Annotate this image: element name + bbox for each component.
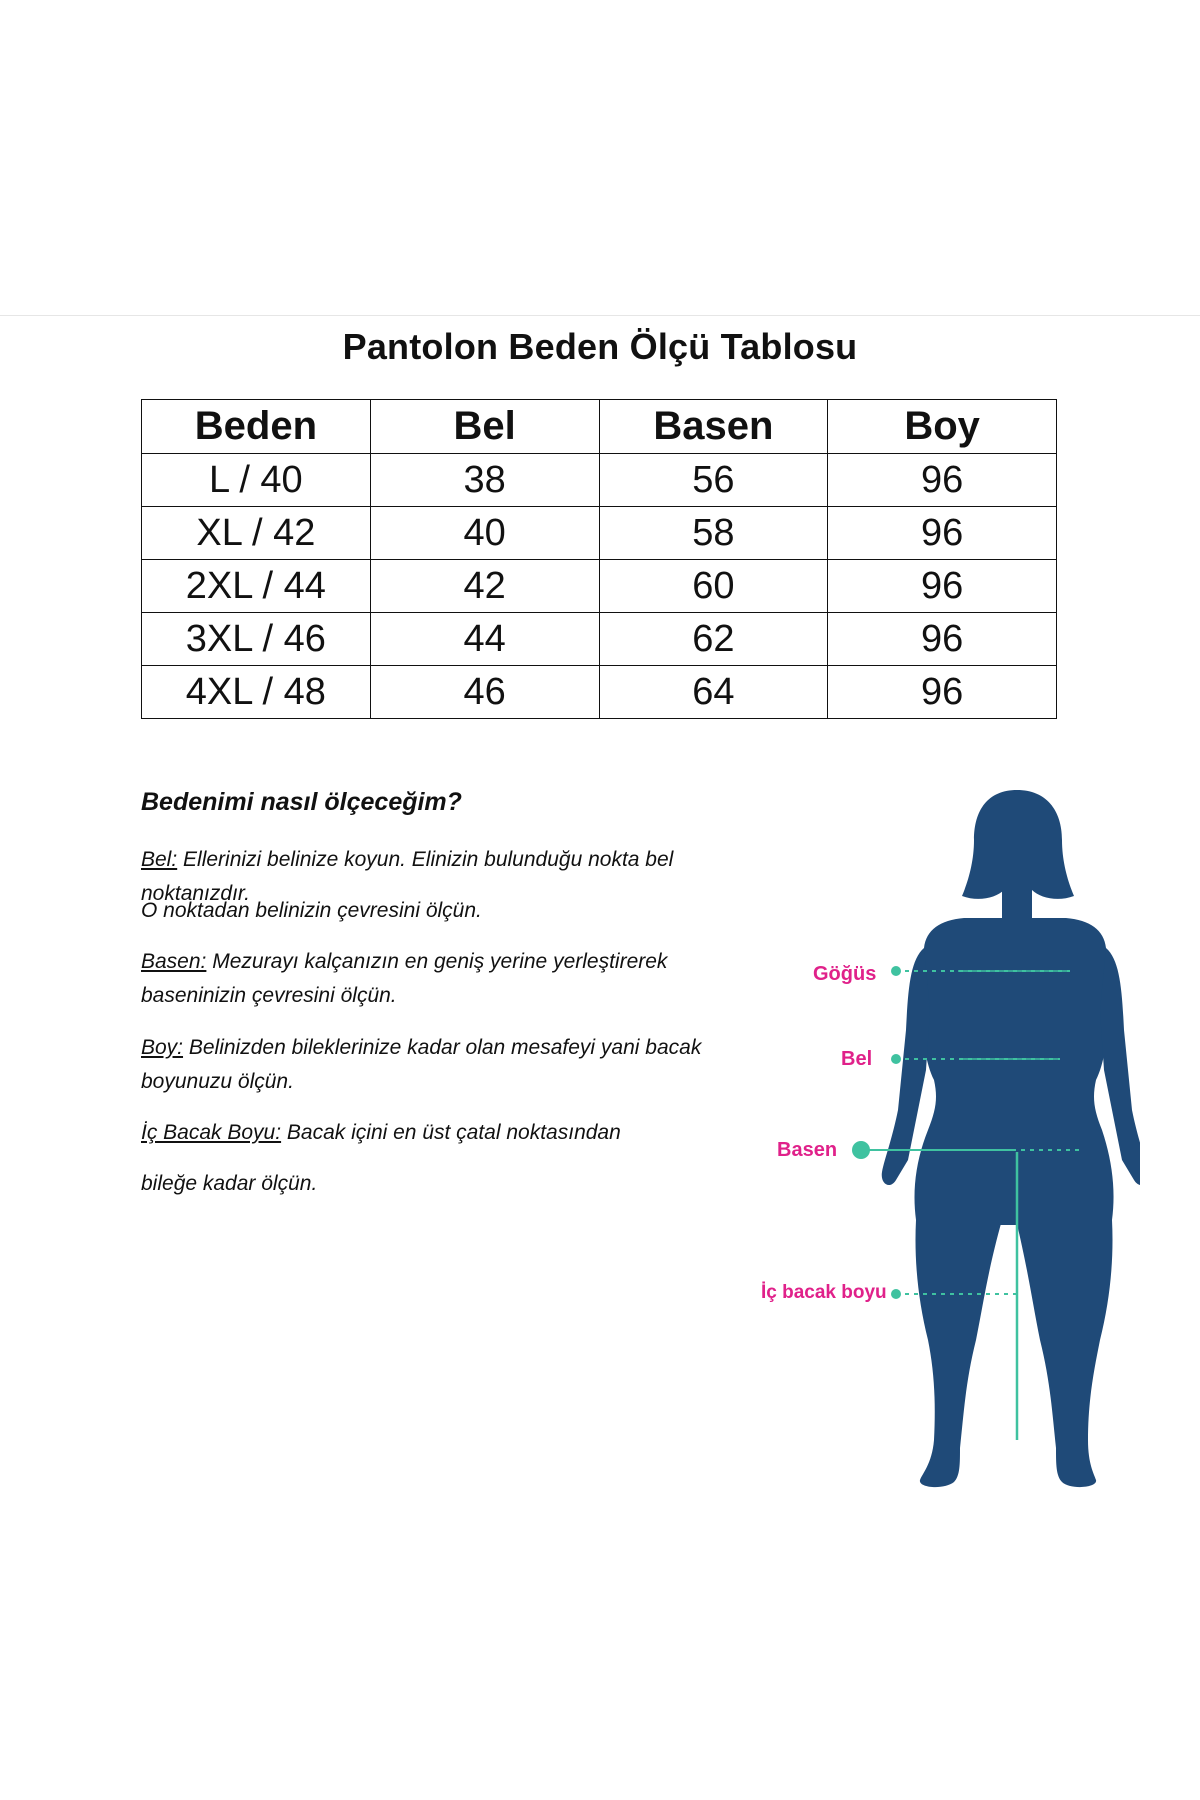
cell-bel: 44 — [370, 613, 599, 666]
cell-boy: 96 — [828, 666, 1057, 719]
cell-basen: 60 — [599, 560, 828, 613]
guide-ic-bacak-text: Bacak içini en üst çatal noktasından — [281, 1121, 621, 1144]
guide-boy — [141, 1031, 781, 1099]
cell-boy: 96 — [828, 613, 1057, 666]
cell-bel: 42 — [370, 560, 599, 613]
table-row — [142, 454, 1057, 507]
measurement-figure — [740, 780, 1140, 1500]
guide-boy-text2: boyunuzu ölçün. — [141, 1070, 294, 1093]
table-header-row — [142, 400, 1057, 454]
cell-basen: 58 — [599, 507, 828, 560]
guide-basen — [141, 945, 781, 1013]
column-header-basen: Basen — [599, 400, 828, 454]
cell-boy: 96 — [828, 454, 1057, 507]
guide-basen-text: Mezurayı kalçanızın en geniş yerine yerleştirerek — [206, 950, 668, 973]
cell-beden: L / 40 — [142, 454, 371, 507]
guide-boy-text: Belinizden bileklerinize kadar olan mesafeyi yani bacak — [183, 1036, 702, 1059]
guide-basen-text2: baseninizin çevresini ölçün. — [141, 984, 397, 1007]
cell-beden: 2XL / 44 — [142, 560, 371, 613]
cell-bel: 46 — [370, 666, 599, 719]
guide-ic-bacak — [141, 1116, 781, 1150]
table-row — [142, 507, 1057, 560]
column-header-bel: Bel — [370, 400, 599, 454]
size-chart-table — [141, 399, 1057, 719]
guide-basen-term: Basen: — [141, 950, 207, 973]
cell-bel: 38 — [370, 454, 599, 507]
guide-bel-line2: O noktadan belinizin çevresini ölçün. — [141, 899, 482, 922]
label-ic-bacak-boyu: İç bacak boyu — [761, 1282, 887, 1303]
cell-beden: 4XL / 48 — [142, 666, 371, 719]
page-title: Pantolon Beden Ölçü Tablosu — [342, 326, 858, 367]
guide-boy-term: Boy: — [141, 1036, 184, 1059]
cell-boy: 96 — [828, 507, 1057, 560]
table-row — [142, 560, 1057, 613]
guide-ic-bacak-term: İç Bacak Boyu: — [141, 1121, 282, 1144]
cell-basen: 62 — [599, 613, 828, 666]
label-bel: Bel — [841, 1048, 873, 1070]
column-header-boy: Boy — [828, 400, 1057, 454]
cell-beden: 3XL / 46 — [142, 613, 371, 666]
table-row — [142, 613, 1057, 666]
guide-ic-bacak-line2: bileğe kadar ölçün. — [141, 1172, 318, 1195]
table-row — [142, 666, 1057, 719]
cell-basen: 64 — [599, 666, 828, 719]
column-header-beden: Beden — [142, 400, 371, 454]
label-basen: Basen — [777, 1139, 838, 1161]
guide-bel-text: Ellerinizi belinize koyun. Elinizin bulunduğu nokta bel noktanızdır. — [141, 848, 674, 905]
top-divider — [0, 315, 1200, 316]
cell-boy: 96 — [828, 560, 1057, 613]
cell-beden: XL / 42 — [142, 507, 371, 560]
how-to-measure-heading: Bedenimi nasıl ölçeceğim? — [141, 788, 462, 816]
cell-basen: 56 — [599, 454, 828, 507]
label-gogus: Göğüs — [813, 963, 877, 985]
guide-bel-term: Bel: — [141, 848, 178, 871]
cell-bel: 40 — [370, 507, 599, 560]
